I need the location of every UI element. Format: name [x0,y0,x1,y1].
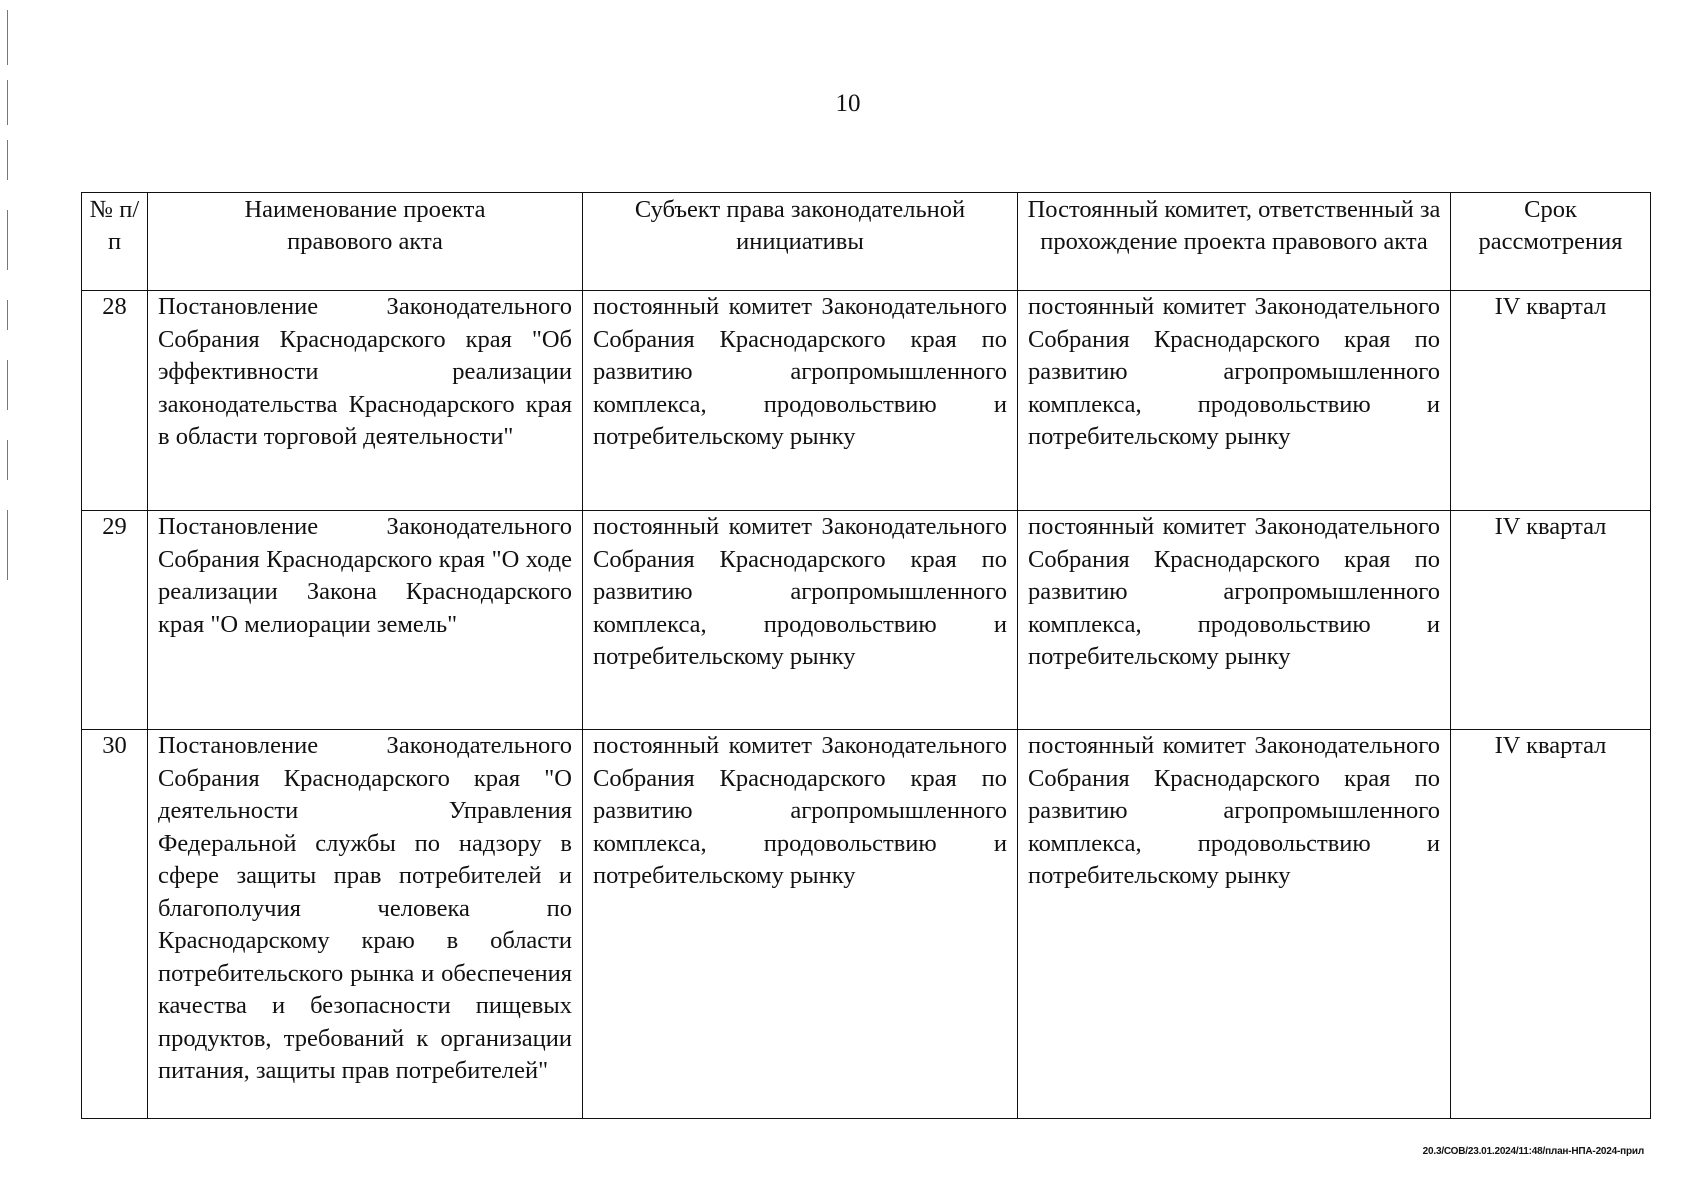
row-committee: постоянный комитет Законодательного Собрания Краснодарского края по развитию агропромышленного комплекса, продовольствию и потребительскому рынку [1018,511,1451,730]
document-footer-code: 20.3/СОВ/23.01.2024/11:48/план-НПА-2024-прил [1422,1146,1644,1157]
table-row [82,511,1651,730]
table-row [82,291,1651,511]
row-act-name: Постановление Законодательного Собрания Краснодарского края "О ходе реализации Закона Краснодарского края "О мелиорации земель" [148,511,583,730]
table-row [82,730,1651,1119]
row-committee: постоянный комитет Законодательного Собрания Краснодарского края по развитию агропромышленного комплекса, продовольствию и потребительскому рынку [1018,730,1451,1119]
header-num: № п/п [82,193,148,291]
row-subject: постоянный комитет Законодательного Собрания Краснодарского края по развитию агропромышленного комплекса, продовольствию и потребительскому рынку [583,730,1018,1119]
header-subject: Субъект права законодательной инициативы [583,193,1018,291]
row-subject: постоянный комитет Законодательного Собрания Краснодарского края по развитию агропромышленного комплекса, продовольствию и потребительскому рынку [583,291,1018,511]
row-num: 30 [82,730,148,1119]
page-number: 10 [835,90,861,117]
legal-acts-table [81,192,1651,1119]
header-committee: Постоянный комитет, ответственный за прохождение проекта правового акта [1018,193,1451,291]
table-header-row [82,193,1651,291]
row-subject: постоянный комитет Законодательного Собрания Краснодарского края по развитию агропромышленного комплекса, продовольствию и потребительскому рынку [583,511,1018,730]
row-committee: постоянный комитет Законодательного Собрания Краснодарского края по развитию агропромышленного комплекса, продовольствию и потребительскому рынку [1018,291,1451,511]
header-name: Наименование проекта правового акта [148,193,583,291]
row-term: IV квартал [1451,511,1651,730]
row-act-name: Постановление Законодательного Собрания Краснодарского края "Об эффективности реализации законодательства Краснодарского края в области торговой деятельности" [148,291,583,511]
row-act-name: Постановление Законодательного Собрания Краснодарского края "О деятельности Управления Федеральной службы по надзору в сфере защиты прав потребителей и благополучия человека по Краснодарскому краю в области потребительского рынка и обеспечения качества и безопасности пищевых продуктов, требований к организации питания, защиты прав потребителей" [148,730,583,1119]
row-term: IV квартал [1451,730,1651,1119]
row-term: IV квартал [1451,291,1651,511]
header-term: Срок рассмотрения [1451,193,1651,291]
row-num: 29 [82,511,148,730]
row-num: 28 [82,291,148,511]
